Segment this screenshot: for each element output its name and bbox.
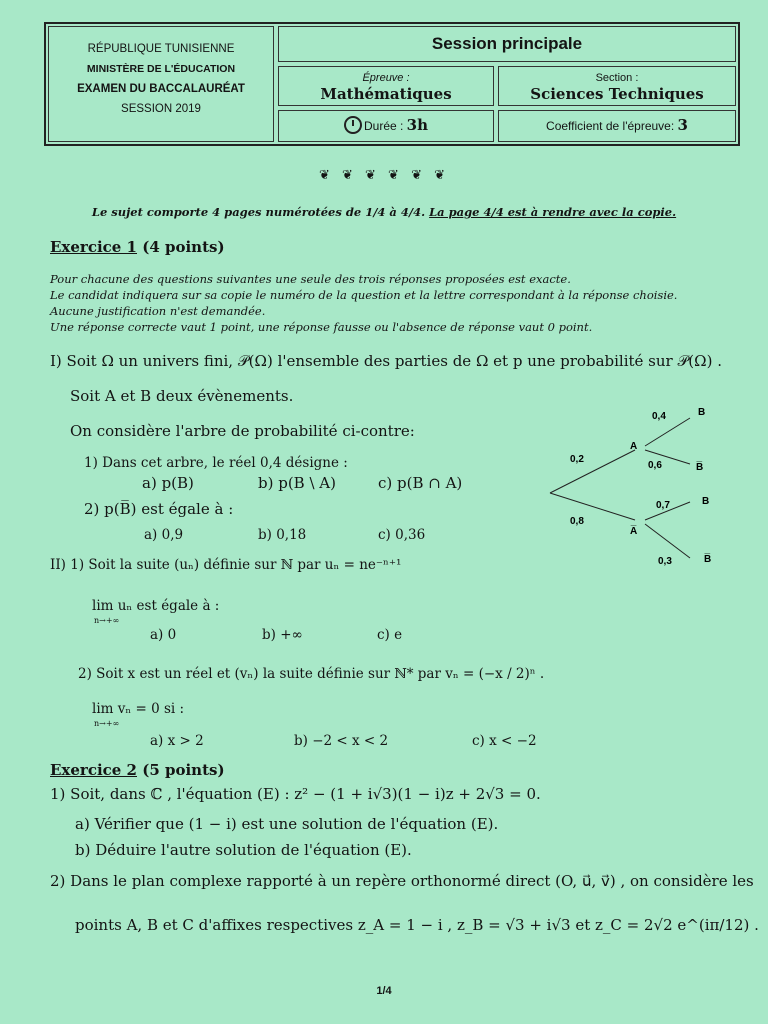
ex1-q2a: a) 0,9 [144, 527, 184, 543]
ex1-l1a: a) 0 [150, 627, 177, 643]
ex1-l1b: b) +∞ [262, 627, 303, 643]
session-title: Session principale [278, 26, 736, 62]
ex1-q2c: c) 0,36 [378, 527, 426, 543]
ex2-title [50, 761, 225, 779]
ex1-II-1: II) 1) Soit la suite (uₙ) définie sur ℕ par uₙ = ne⁻ⁿ⁺¹ [50, 557, 402, 573]
ex2-q1a: a) Vérifier que (1 − i) est une solution de l'équation (E). [75, 815, 499, 833]
country: RÉPUBLIQUE TUNISIENNE [87, 43, 235, 55]
header-left [48, 26, 274, 142]
ex1-soit-AB: Soit A et B deux évènements. [70, 387, 294, 405]
ex1-title-u: Exercice 1 [50, 238, 137, 256]
clock-icon [344, 116, 362, 134]
ex1-l2c: c) x < −2 [472, 733, 537, 749]
ex2-q2: 2) Dans le plan complexe rapporté à un repère orthonormé direct (O, u⃗, v⃗) , on considère les [50, 872, 754, 890]
ex1-q1c: c) p(B ∩ A) [378, 474, 463, 492]
tree-p-Bbar-Abar: 0,3 [658, 556, 672, 567]
tree-p-Bbar-A: 0,6 [648, 460, 662, 471]
ex1-instr-3: Aucune justification n'est demandée. [50, 304, 266, 318]
ministry: MINISTÈRE DE L'ÉDUCATION [86, 63, 236, 75]
ex1-q1a: a) p(B) [142, 474, 194, 492]
epreuve-label: Épreuve : [362, 72, 410, 84]
tree-p-B-Abar: 0,7 [656, 500, 670, 511]
ex1-I-statement: I) Soit Ω un univers fini, 𝒫(Ω) l'ensemble des parties de Ω et p une probabilité sur 𝒫(Ω) . [50, 352, 722, 370]
epreuve-value: Mathématiques [320, 85, 452, 103]
ex1-l2b: b) −2 < x < 2 [294, 733, 389, 749]
duree-value: 3h [406, 116, 429, 134]
tree-node-B1: B [698, 407, 706, 418]
intro-part2: La page 4/4 est à rendre avec la copie. [429, 205, 677, 219]
tree-p-B-A: 0,4 [652, 411, 666, 422]
ex1-l1c: c) e [377, 627, 403, 643]
intro-part1: Le sujet comporte 4 pages numérotées de 1/4 à 4/4. [91, 205, 430, 219]
tree-node-A: A [630, 441, 638, 452]
ornament: ❦ ❦ ❦ ❦ ❦ ❦ [318, 168, 450, 183]
ex2-title-rest: (5 points) [137, 761, 225, 779]
ex1-q2b: b) 0,18 [258, 527, 307, 543]
tree-node-Abar: A̅ [630, 526, 638, 537]
ex1-lim1-sub: n→+∞ [94, 616, 120, 625]
ex2-q2b: points A, B et C d'affixes respectives z_A = 1 − i , z_B = √3 + i√3 et z_C = 2√2 e^(iπ/12) . [75, 916, 759, 934]
ex1-instr-2: Le candidat indiquera sur sa copie le numéro de la question et la lettre correspondant à la réponse choisie. [50, 288, 678, 302]
ex2-title-u: Exercice 2 [50, 761, 137, 779]
coef-value: 3 [677, 116, 688, 134]
section-cell [498, 66, 736, 106]
coef-cell [498, 110, 736, 142]
ex2-q1: 1) Soit, dans ℂ , l'équation (E) : z² − (1 + i√3)(1 − i)z + 2√3 = 0. [50, 785, 541, 803]
ex1-instr-4: Une réponse correcte vaut 1 point, une réponse fausse ou l'absence de réponse vaut 0 point. [50, 320, 593, 334]
tree-p-Abar: 0,8 [570, 516, 584, 527]
ex1-q2: 2) p(B̅) est égale à : [84, 500, 234, 518]
tree-node-B2: B [702, 496, 710, 507]
tree-node-Bbar1: B̅ [696, 462, 704, 473]
ex1-title [50, 238, 225, 256]
ex2-q1b: b) Déduire l'autre solution de l'équation (E). [75, 841, 412, 859]
ex1-l2a: a) x > 2 [150, 733, 204, 749]
probability-tree [540, 398, 720, 578]
duree-label: Durée : [363, 119, 407, 133]
coef-label: Coefficient de l'épreuve: [546, 119, 678, 133]
ex1-lim2: lim vₙ = 0 si : [92, 701, 185, 717]
section-value: Sciences Techniques [530, 85, 704, 103]
tree-p-A: 0,2 [570, 454, 584, 465]
ex1-lim2-sub: n→+∞ [94, 719, 120, 728]
tree-node-Bbar2: B̅ [704, 554, 712, 565]
ex1-II-2: 2) Soit x est un réel et (vₙ) la suite définie sur ℕ* par vₙ = (−x / 2)ⁿ . [78, 666, 545, 682]
ex1-instr-1: Pour chacune des questions suivantes une seule des trois réponses proposées est exacte. [50, 272, 571, 286]
page-number: 1/4 [376, 985, 392, 997]
duree-cell [278, 110, 494, 142]
ex1-q1b: b) p(B \ A) [258, 474, 336, 492]
ex1-title-rest: (4 points) [137, 238, 225, 256]
session-year: SESSION 2019 [121, 103, 201, 115]
ex1-q1: 1) Dans cet arbre, le réel 0,4 désigne : [84, 455, 348, 471]
epreuve-cell [278, 66, 494, 106]
exam-name: EXAMEN DU BACCALAURÉAT [77, 83, 245, 95]
ex1-arbre: On considère l'arbre de probabilité ci-contre: [70, 422, 415, 440]
ex1-lim1: lim uₙ est égale à : [92, 598, 220, 614]
intro-text [0, 205, 768, 219]
header-table [44, 22, 740, 146]
section-label: Section : [595, 72, 639, 84]
